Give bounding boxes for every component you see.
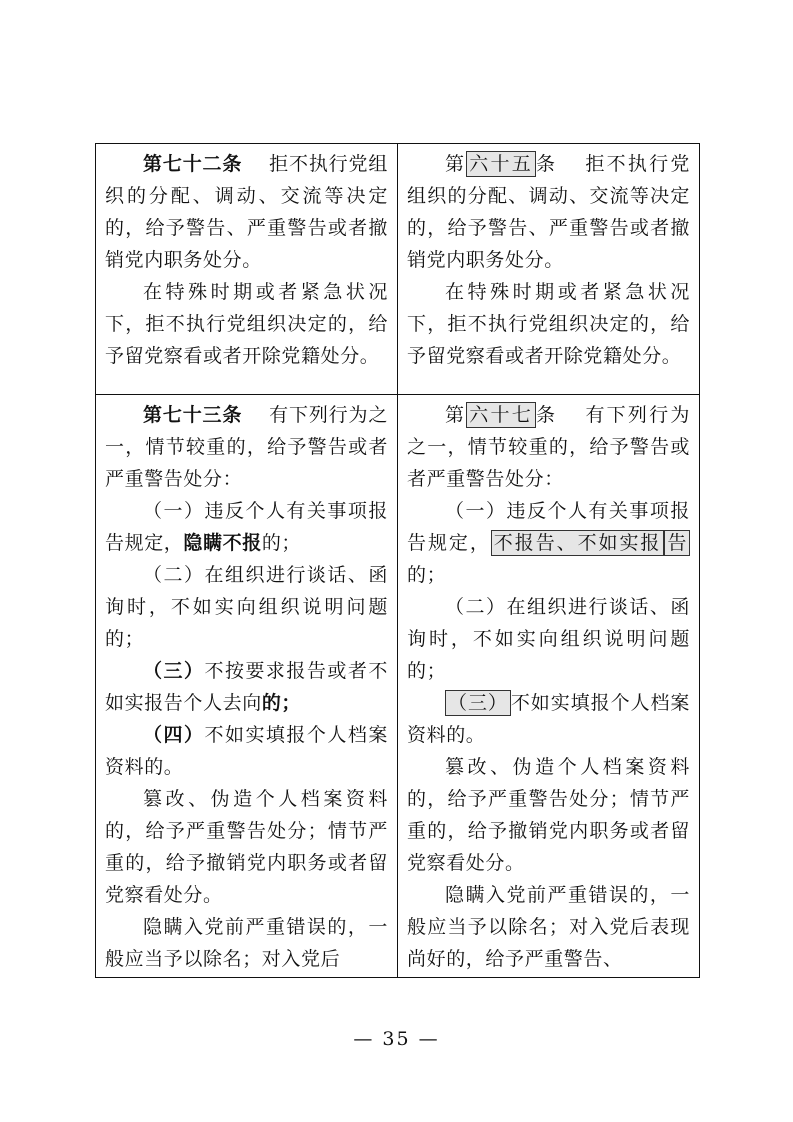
article-suffix: 条 xyxy=(535,153,558,175)
table-row xyxy=(96,144,700,395)
right-cell-article-65 xyxy=(398,144,700,395)
article-prefix: 第 xyxy=(445,153,467,175)
item-number: （四） xyxy=(143,724,205,746)
item-number: （三） xyxy=(143,660,205,682)
article-text: 有下列行为之一，情节较重的，给予警告或者严重警告处分： xyxy=(407,404,690,490)
paragraph xyxy=(105,148,388,276)
paragraph: 在特殊时期或者紧急状况下，拒不执行党组织决定的，给予留党察看或者开除党籍处分。 xyxy=(105,281,388,367)
highlighted-phrase: 告 xyxy=(664,530,690,556)
paragraph xyxy=(407,399,690,495)
bold-phrase: 的； xyxy=(261,692,302,714)
list-item: （三）不按要求报告或者不如实报告个人去向的； xyxy=(105,660,388,714)
paragraph: 隐瞒入党前严重错误的，一般应当予以除名；对入党后表现尚好的，给予严重警告、 xyxy=(407,884,690,970)
article-title: 第七十三条 xyxy=(143,404,243,426)
article-text: 拒不执行党组织的分配、调动、交流等决定的，给予警告、严重警告或者撤销党内职务处分。 xyxy=(407,153,690,271)
table-row xyxy=(96,395,700,978)
article-text: 有下列行为之一，情节较重的，给予警告或者严重警告处分： xyxy=(105,404,388,490)
list-item: （二）在组织进行谈话、函询时，不如实向组织说明问题的； xyxy=(407,596,690,682)
list-item: （四）不如实填报个人档案资料的。 xyxy=(105,724,388,778)
page-number: — 35 — xyxy=(353,1028,440,1050)
left-cell-article-72 xyxy=(96,144,398,395)
paragraph: 篡改、伪造个人档案资料的，给予严重警告处分；情节严重的，给予撤销党内职务或者留党察看处分。 xyxy=(105,788,388,906)
list-item: （一）违反个人有关事项报告规定，隐瞒不报的； xyxy=(105,500,388,554)
highlighted-article-number: 六十五 xyxy=(466,151,536,177)
highlighted-phrase: 不报告、不如实报 xyxy=(491,530,665,556)
paragraph: 在特殊时期或者紧急状况下，拒不执行党组织决定的，给予留党察看或者开除党籍处分。 xyxy=(407,281,690,367)
paragraph: 隐瞒入党前严重错误的，一般应当予以除名；对入党后 xyxy=(105,916,388,970)
article-prefix: 第 xyxy=(445,404,467,426)
paragraph: 篡改、伪造个人档案资料的，给予严重警告处分；情节严重的，给予撤销党内职务或者留党察看处分。 xyxy=(407,756,690,874)
paragraph xyxy=(105,399,388,495)
bold-phrase: 隐瞒不报 xyxy=(183,532,262,554)
highlighted-item-number: （三） xyxy=(445,690,511,716)
article-title: 第七十二条 xyxy=(143,153,243,175)
paragraph xyxy=(407,148,690,276)
comparison-table xyxy=(95,143,700,978)
right-cell-article-67 xyxy=(398,395,700,978)
article-text: 拒不执行党组织的分配、调动、交流等决定的，给予警告、严重警告或者撤销党内职务处分。 xyxy=(105,153,388,271)
list-item: （二）在组织进行谈话、函询时，不如实向组织说明问题的； xyxy=(105,564,388,650)
list-item: （三） 不如实填报个人档案资料的。 xyxy=(407,692,690,746)
left-cell-article-73 xyxy=(96,395,398,978)
highlighted-article-number: 六十七 xyxy=(466,402,536,428)
list-item: （一）违反个人有关事项报告规定， 不报告、不如实报 告的； xyxy=(407,500,690,586)
article-suffix: 条 xyxy=(535,404,558,426)
